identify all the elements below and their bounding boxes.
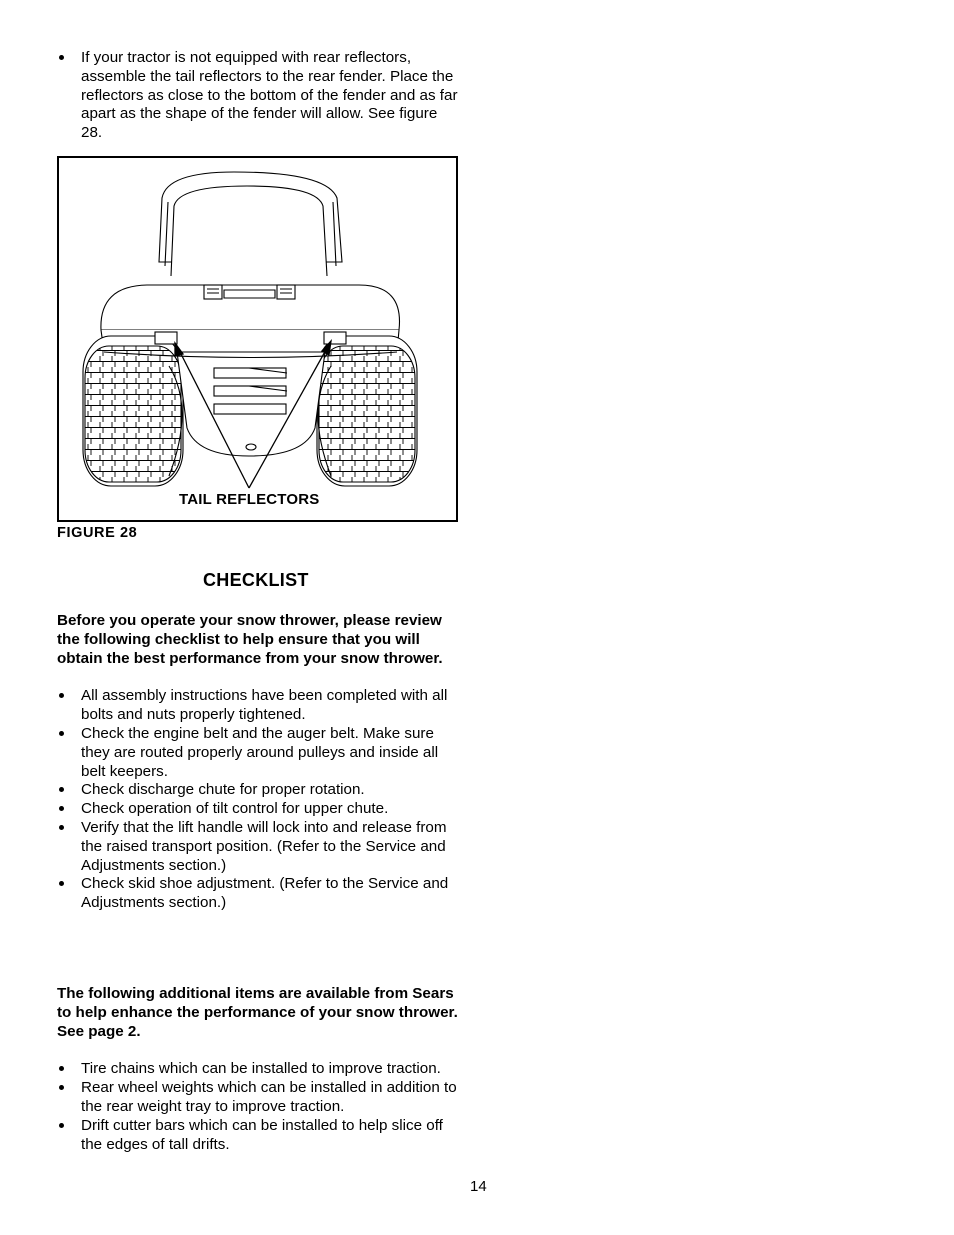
list-item: Check discharge chute for proper rotation.	[57, 781, 462, 800]
list-item: Tire chains which can be installed to improve traction.	[57, 1060, 462, 1079]
list-item: If your tractor is not equipped with rear reflectors, assemble the tail reflectors to the rear fender. Place the reflectors as close to the bottom of the fender and as far apart as the shape of the fender will allow. See figure 28.	[57, 49, 462, 143]
list-item: Rear wheel weights which can be installed in addition to the rear weight tray to improve traction.	[57, 1079, 462, 1117]
list-item: Verify that the lift handle will lock into and release from the raised transport position. (Refer to the Service and Adjustments section.)	[57, 819, 462, 875]
page-number: 14	[470, 1178, 487, 1195]
checklist-section	[57, 612, 462, 913]
tail-reflectors-label: TAIL REFLECTORS	[179, 491, 320, 508]
list-item: Check skid shoe adjustment. (Refer to the Service and Adjustments section.)	[57, 875, 462, 913]
list-item: Drift cutter bars which can be installed to help slice off the edges of tall drifts.	[57, 1117, 462, 1155]
intro-bullet-list	[57, 49, 462, 143]
checklist-heading: CHECKLIST	[203, 570, 309, 590]
list-item: Check the engine belt and the auger belt. Make sure they are routed properly around pulleys and inside all belt keepers.	[57, 725, 462, 781]
checklist-intro: Before you operate your snow thrower, please review the following checklist to help ensure that you will obtain the best performance from your snow thrower.	[57, 612, 443, 667]
intro-section	[57, 49, 462, 143]
additional-items-section	[57, 985, 462, 1154]
checklist-list	[57, 687, 462, 913]
additional-intro: The following additional items are available from Sears to help enhance the performance of your snow thrower. See page 2.	[57, 985, 458, 1040]
list-item: Check operation of tilt control for upper chute.	[57, 800, 462, 819]
list-item: All assembly instructions have been completed with all bolts and nuts properly tightened.	[57, 687, 462, 725]
additional-items-list	[57, 1060, 462, 1154]
figure-caption: FIGURE 28	[57, 525, 138, 541]
figure-28-box	[57, 156, 458, 522]
tractor-rear-illustration	[59, 158, 456, 520]
